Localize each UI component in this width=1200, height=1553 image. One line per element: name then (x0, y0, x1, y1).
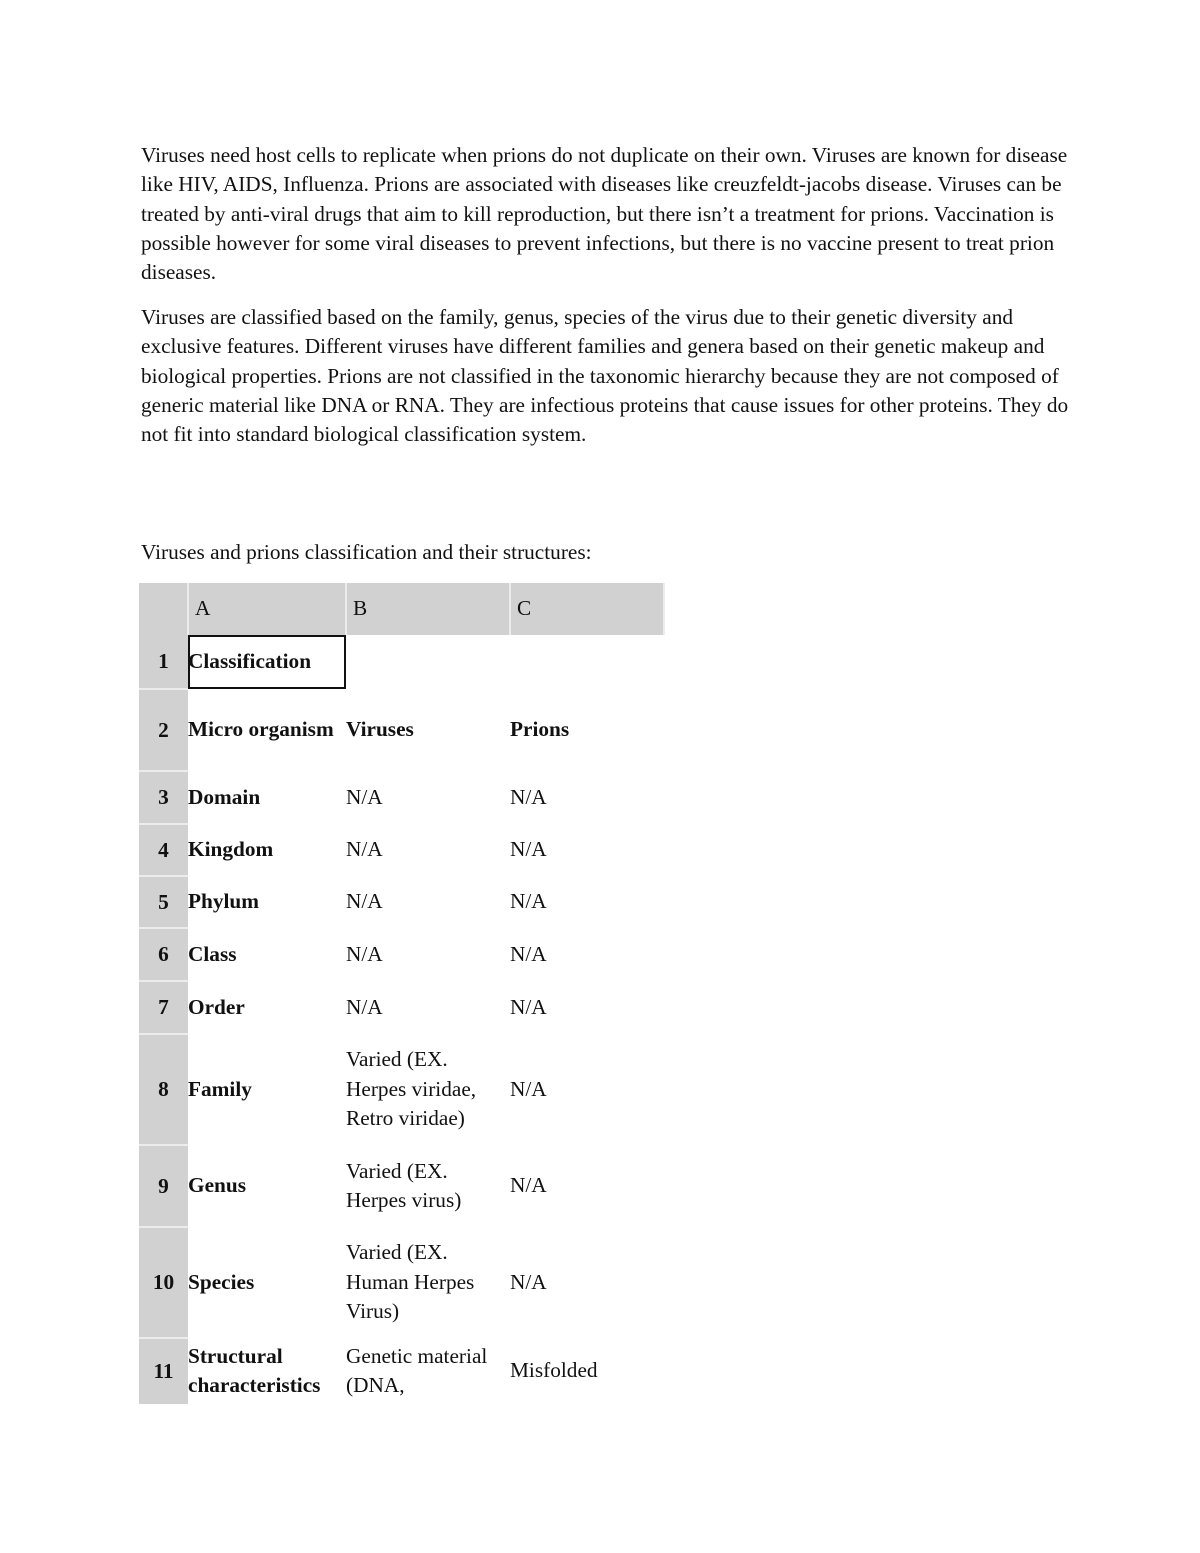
cell-b1[interactable] (346, 635, 510, 689)
cell-a9[interactable]: Genus (188, 1173, 246, 1198)
column-header-b[interactable]: B (346, 583, 510, 635)
cell-a1[interactable]: Classification (188, 635, 346, 689)
row-number[interactable]: 11 (139, 1338, 188, 1404)
table-row (139, 981, 664, 1034)
cell-b4[interactable]: N/A (346, 837, 383, 862)
cell-b9[interactable]: Varied (EX. Herpes virus) (346, 1158, 462, 1212)
row-number[interactable]: 10 (139, 1227, 188, 1338)
cell-c9[interactable]: N/A (510, 1173, 547, 1198)
column-header-c[interactable]: C (510, 583, 664, 635)
cell-b8[interactable]: Varied (EX. Herpes viridae, Retro viridae) (346, 1047, 477, 1131)
table-row (139, 1034, 664, 1145)
cell-a3[interactable]: Domain (188, 784, 261, 809)
cell-a11[interactable]: Structural characteristics (188, 1343, 321, 1397)
cell-a7[interactable]: Order (188, 994, 245, 1019)
classification-spreadsheet (139, 583, 665, 1404)
cell-b3[interactable]: N/A (346, 784, 383, 809)
table-row (139, 824, 664, 876)
paragraph-viruses-vs-prions: Viruses need host cells to replicate when prions do not duplicate on their own. Viruses are known for disease like HIV, AIDS, Influenza. Prions are associated with diseases like creuzfeldt-jacobs disease. Viruses can be treated by anti-viral drugs that aim to kill reproduction, but there isn’t a treatment for prions. Vaccination is possible however for some viral diseases to prevent infections, but there is no vaccine present to treat prion diseases. (141, 143, 1068, 285)
cell-c4[interactable]: N/A (510, 837, 547, 862)
table-row (139, 928, 664, 981)
cell-b7[interactable]: N/A (346, 994, 383, 1019)
table-row (139, 689, 664, 771)
cell-a5[interactable]: Phylum (188, 889, 260, 914)
table-row (139, 876, 664, 928)
row-number[interactable]: 1 (139, 635, 188, 689)
row-number[interactable]: 7 (139, 981, 188, 1034)
cell-c3[interactable]: N/A (510, 784, 547, 809)
row-number[interactable]: 6 (139, 928, 188, 981)
column-header-a[interactable]: A (188, 583, 346, 635)
cell-c7[interactable]: N/A (510, 994, 547, 1019)
cell-c6[interactable]: N/A (510, 941, 547, 966)
cell-a4[interactable]: Kingdom (188, 837, 274, 862)
cell-c2[interactable]: Prions (510, 717, 570, 742)
table-row (139, 1227, 664, 1338)
cell-c8[interactable]: N/A (510, 1076, 547, 1101)
paragraph-classification: Viruses are classified based on the family, genus, species of the virus due to their genetic diversity and exclusive features. Different viruses have different families and genera based on their genetic makeup and biological properties. Prions are not classified in the taxonomic hierarchy because they are not composed of generic material like DNA or RNA. They are infectious proteins that cause issues for other proteins. They do not fit into standard biological classification system. (141, 305, 1069, 447)
cell-c10[interactable]: N/A (510, 1269, 547, 1294)
row-number[interactable]: 2 (139, 689, 188, 771)
cell-a6[interactable]: Class (188, 941, 237, 966)
column-header-row (139, 583, 664, 635)
cell-b10[interactable]: Varied (EX. Human Herpes Virus) (346, 1240, 475, 1324)
cell-b5[interactable]: N/A (346, 889, 383, 914)
cell-c1[interactable] (510, 635, 664, 689)
table-row (139, 635, 664, 689)
table-row (139, 1145, 664, 1227)
cell-a8[interactable]: Family (188, 1076, 252, 1101)
table-row (139, 771, 664, 824)
row-number[interactable]: 4 (139, 824, 188, 876)
row-number[interactable]: 5 (139, 876, 188, 928)
cell-a2[interactable]: Micro organism (188, 717, 334, 742)
cell-b2[interactable]: Viruses (346, 717, 414, 742)
table-caption: Viruses and prions classification and their structures: (141, 540, 592, 564)
cell-c5[interactable]: N/A (510, 889, 547, 914)
table-row (139, 1338, 664, 1404)
row-number[interactable]: 9 (139, 1145, 188, 1227)
cell-c11[interactable]: Misfolded (510, 1358, 598, 1383)
corner-cell[interactable] (139, 583, 188, 635)
row-number[interactable]: 3 (139, 771, 188, 824)
row-number[interactable]: 8 (139, 1034, 188, 1145)
cell-b6[interactable]: N/A (346, 941, 383, 966)
cell-a10[interactable]: Species (188, 1269, 255, 1294)
cell-b11[interactable]: Genetic material (DNA, (346, 1343, 488, 1397)
